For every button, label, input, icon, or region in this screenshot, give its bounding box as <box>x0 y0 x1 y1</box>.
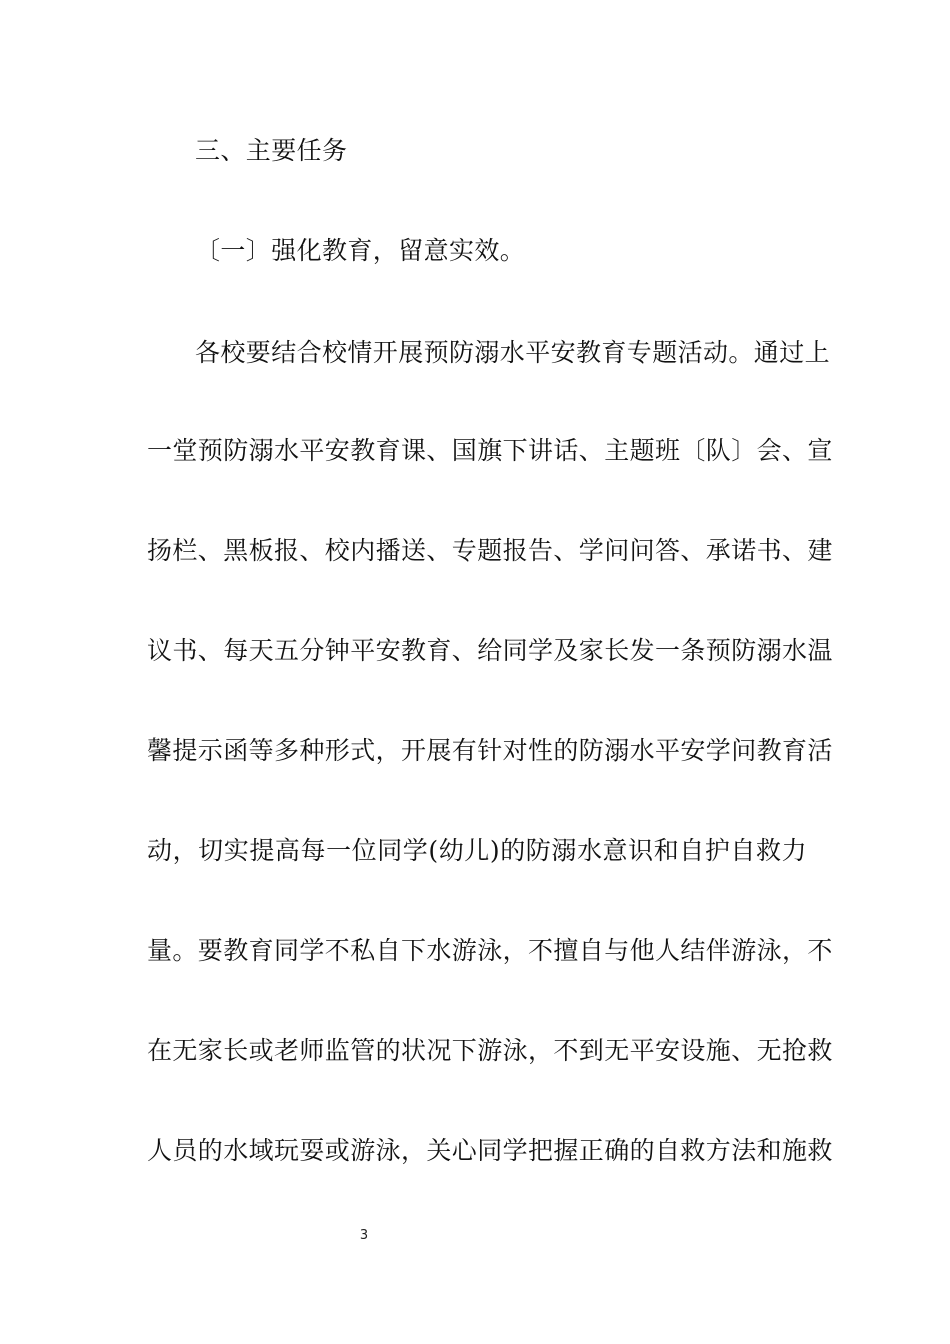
subsection-heading: 〔一〕强化教育，留意实效。 <box>195 236 526 265</box>
section-heading: 三、主要任务 <box>195 136 348 165</box>
paragraph-line: 在无家长或老师监管的状况下游泳，不到无平安设施、无抢救 <box>147 1036 833 1065</box>
paragraph-line: 各校要结合校情开展预防溺水平安教育专题活动。通过上 <box>195 338 831 367</box>
paragraph-line: 一堂预防溺水平安教育课、国旗下讲话、主题班〔队〕会、宣 <box>147 436 833 465</box>
paragraph-line: 动，切实提高每一位同学(幼儿)的防溺水意识和自护自救力 <box>147 836 807 865</box>
paragraph-line: 馨提示函等多种形式，开展有针对性的防溺水平安学问教育活 <box>147 736 833 765</box>
paragraph-line: 议书、每天五分钟平安教育、给同学及家长发一条预防溺水温 <box>147 636 833 665</box>
paragraph-line: 扬栏、黑板报、校内播送、专题报告、学问问答、承诺书、建 <box>147 536 833 565</box>
paragraph-line: 人员的水域玩耍或游泳，关心同学把握正确的自救方法和施救 <box>147 1136 833 1165</box>
paragraph-line: 量。要教育同学不私自下水游泳，不擅自与他人结伴游泳，不 <box>147 936 833 965</box>
page-number: 3 <box>359 1228 369 1243</box>
